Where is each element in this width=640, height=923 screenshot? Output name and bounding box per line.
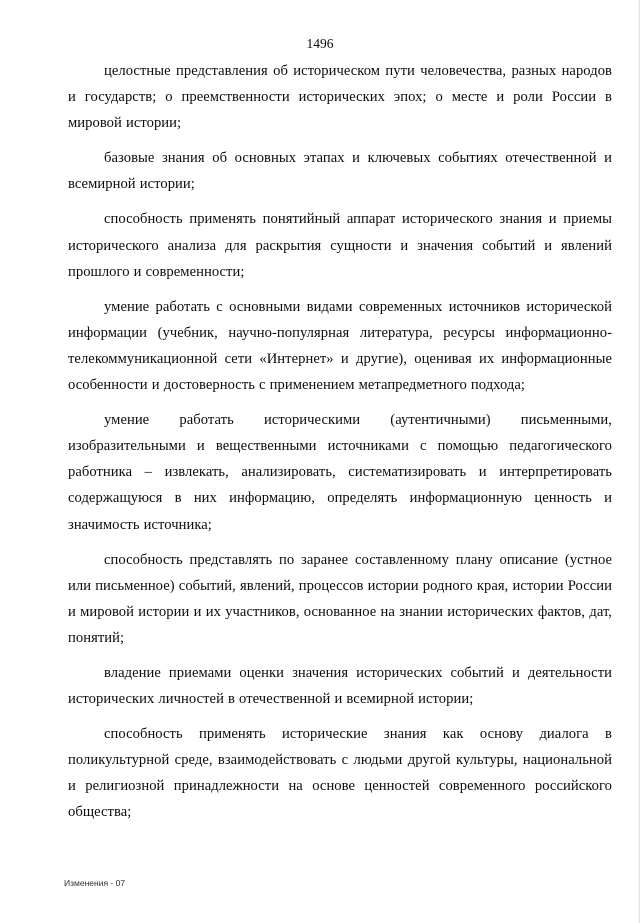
footer-revision-note: Изменения - 07 (64, 878, 126, 888)
page-number: 1496 (306, 36, 334, 51)
paragraph-5: умение работать историческими (аутентичными) письменными, изобразительными и вещественными источниками с помощью педагогического работника – извлекать, анализировать, систематизировать и интерпретировать содержащуюся в них информацию, определять информационную ценность и значимость источника; (68, 412, 612, 533)
paragraph-3: способность применять понятийный аппарат исторического знания и приемы исторического анализа для раскрытия сущности и значения событий и явлений прошлого и современности; (68, 211, 612, 280)
paragraph-6: способность представлять по заранее составленному плану описание (устное или письменное) событий, явлений, процессов истории родного края, истории России и мировой истории и их участников, основанное на знании исторических фактов, дат, понятий; (68, 551, 612, 646)
paragraph-1: целостные представления об историческом пути человечества, разных народов и государств; о преемственности исторических эпох; о месте и роли России в мировой истории; (68, 63, 612, 132)
paragraph-2: базовые знания об основных этапах и ключевых событиях отечественной и всемирной истории; (68, 150, 612, 193)
paragraph-4: умение работать с основными видами современных источников исторической информации (учебник, научно-популярная литература, ресурсы информационно-телекоммуникационной сети «Интернет» и другие), оценивая их информационные особенности и достоверность с применением метапредметного подхода; (68, 298, 612, 394)
paragraph-8: способность применять исторические знания как основу диалога в поликультурной среде, взаимодействовать с людьми другой культуры, национальной и религиозной принадлежности на основе ценностей современного российского общества; (68, 726, 612, 821)
paragraph-7: владение приемами оценки значения исторических событий и деятельности исторических личностей в отечественной и всемирной истории; (68, 664, 612, 708)
body-text (68, 58, 612, 835)
